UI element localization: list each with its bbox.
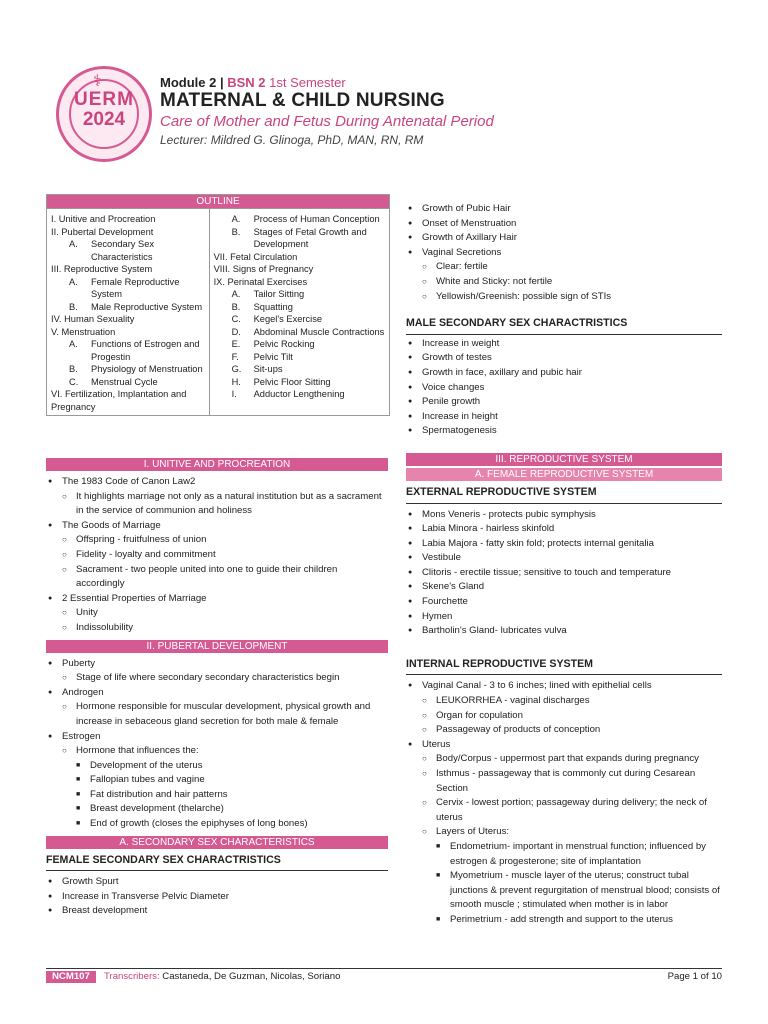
section-bar: I. UNITIVE AND PROCREATION <box>46 458 388 471</box>
left-column <box>46 458 388 919</box>
list-item: ○ Passageway of products of conception <box>406 723 722 738</box>
outline-item: IX. Perinatal Exercises <box>213 276 308 287</box>
outline-key: A. <box>231 214 241 224</box>
outline-title: OUTLINE <box>47 195 389 209</box>
outline-key: B. <box>231 301 241 312</box>
transcribers <box>104 971 340 983</box>
list-item: ■ Fat distribution and hair patterns <box>46 788 388 803</box>
page-title: MATERNAL & CHILD NURSING <box>160 90 445 111</box>
outline-key: A. <box>231 289 241 299</box>
list-item: ■ Breast development (thelarche) <box>46 802 388 817</box>
list-item: ○ Hormone responsible for muscular development, physical growth and increase in sebaceous gland secretion for both male & female <box>46 700 388 729</box>
semester-label: 1st Semester <box>265 75 346 90</box>
outline-item: III. Reproductive System <box>51 264 153 274</box>
list-item: ○ Sacrament - two people united into one to guide their children accordingly <box>46 563 388 592</box>
caduceus-icon: ⚕ <box>93 73 102 90</box>
page-number: Page 1 of 10 <box>667 971 722 982</box>
footer <box>46 968 722 983</box>
list-item: ● Fourchette <box>406 595 722 610</box>
list-item: ● Hymen <box>406 610 722 625</box>
list-item: ● Mons Veneris - protects pubic symphysis <box>406 508 722 523</box>
list-item: ● Growth of Pubic Hair <box>406 202 722 217</box>
outline-subitem: I. Adductor Lengthening <box>231 389 345 399</box>
outline-subitem: F. Pelvic Tilt <box>231 351 293 362</box>
list-item: ● Voice changes <box>406 381 722 396</box>
outline-subitem: A. Functions of Estrogen and Progestin <box>69 339 200 362</box>
list-item: ● Growth of testes <box>406 351 722 366</box>
outline-subitem: B. Stages of Fetal Growth and Development <box>231 226 367 249</box>
section-bar: A. SECONDARY SEX CHARACTERISTICS <box>46 836 388 849</box>
logo-text: UERM <box>74 89 134 110</box>
outline-key: B. <box>231 226 241 237</box>
list-item: ● Growth Spurt <box>46 875 388 890</box>
transcribers-names: Castaneda, De Guzman, Nicolas, Soriano <box>162 971 341 982</box>
list-item: ■ Endometrium- important in menstrual function; influenced by estrogen & progesterone; site of implantation <box>406 840 722 869</box>
transcribers-label: Transcribers: <box>104 971 163 982</box>
list-item: ○ Body/Corpus - uppermost part that expands during pregnancy <box>406 752 722 767</box>
internal-subtitle: INTERNAL REPRODUCTIVE SYSTEM <box>406 657 722 676</box>
outline-key: E. <box>231 339 241 349</box>
outline-key: A. <box>69 239 78 249</box>
list-item: ○ Offspring - fruitfulness of union <box>46 533 388 548</box>
list-item: ■ Perimetrium - add strength and support to the uterus <box>406 913 722 928</box>
list-item: ● Labia Minora - hairless skinfold <box>406 522 722 537</box>
outline-subitem: A. Tailor Sitting <box>231 289 305 299</box>
list-item: ○ Organ for copulation <box>406 709 722 724</box>
outline-subitem: A. Process of Human Conception <box>231 214 380 224</box>
list-item: ○ Unity <box>46 606 388 621</box>
outline-item: V. Menstruation <box>51 326 116 337</box>
lecturer: Lecturer: Mildred G. Glinoga, PhD, MAN, RN, RM <box>160 133 424 147</box>
list-item: ● Breast development <box>46 904 388 919</box>
uerm-logo <box>56 66 152 162</box>
bullet-list <box>406 202 722 304</box>
list-item: ● Growth of Axillary Hair <box>406 231 722 246</box>
list-item: ● Clitoris - erectile tissue; sensitive to touch and temperature <box>406 566 722 581</box>
outline-subitem: A. Secondary Sex Characteristics <box>69 239 155 262</box>
external-subtitle: EXTERNAL REPRODUCTIVE SYSTEM <box>406 485 722 504</box>
list-item: ● Increase in height <box>406 410 722 425</box>
outline-subitem: B. Squatting <box>231 301 293 312</box>
outline-item: II. Pubertal Development <box>51 226 154 237</box>
outline-left-column <box>47 209 210 415</box>
list-item: ○ Isthmus - passageway that is commonly cut during Cesarean Section <box>406 767 722 796</box>
outline-subitem: D. Abdominal Muscle Contractions <box>231 326 385 337</box>
list-item: ○ Stage of life where secondary secondary characteristics begin <box>46 671 388 686</box>
outline-key: B. <box>69 301 78 312</box>
list-item: ● Penile growth <box>406 395 722 410</box>
bullet-list <box>46 657 388 832</box>
bullet-list <box>406 337 722 439</box>
list-item: ● Skene's Gland <box>406 580 722 595</box>
list-item: ● Onset of Menstruation <box>406 217 722 232</box>
outline-item: VIII. Signs of Pregnancy <box>213 264 314 274</box>
outline-key: C. <box>69 376 79 387</box>
outline-item: IV. Human Sexuality <box>51 314 135 324</box>
outline-key: H. <box>231 376 241 387</box>
bullet-list <box>46 475 388 636</box>
module-line <box>160 75 346 90</box>
outline-subitem: E. Pelvic Rocking <box>231 339 315 349</box>
page-subtitle: Care of Mother and Fetus During Antenatal Period <box>160 113 494 130</box>
section-bar: II. PUBERTAL DEVELOPMENT <box>46 640 388 653</box>
logo-year: 2024 <box>82 109 126 130</box>
outline-key: A. <box>69 339 78 349</box>
list-item: ○ Clear: fertile <box>406 260 722 275</box>
outline-right-column <box>210 209 389 415</box>
outline-key: I. <box>231 389 237 399</box>
bsn-label: BSN 2 <box>227 75 266 90</box>
male-subtitle: MALE SECONDARY SEX CHARACTRISTICS <box>406 316 722 335</box>
outline-key: A. <box>69 276 78 287</box>
list-item: ● Puberty <box>46 657 388 672</box>
bullet-list <box>406 679 722 927</box>
list-item: ● Increase in weight <box>406 337 722 352</box>
list-item: ● Uterus <box>406 738 722 753</box>
list-item: ■ Development of the uterus <box>46 759 388 774</box>
list-item: ■ End of growth (closes the epiphyses of long bones) <box>46 817 388 832</box>
list-item: ● The 1983 Code of Canon Law2 <box>46 475 388 490</box>
list-item: ○ It highlights marriage not only as a natural institution but as a sacrament in the service of communion and holiness <box>46 490 388 519</box>
outline-item: VI. Fertilization, Implantation and Pregnancy <box>51 389 187 412</box>
outline-subitem: B. Male Reproductive System <box>69 301 203 312</box>
list-item: ■ Myometrium - muscle layer of the uterus; construct tubal junctions & prevent regurgitation of menstrual blood; consists of smooth muscle ; stimulated when mother is in labor <box>406 869 722 913</box>
header <box>0 0 768 190</box>
list-item: ● 2 Essential Properties of Marriage <box>46 592 388 607</box>
list-item: ● The Goods of Marriage <box>46 519 388 534</box>
outline-key: B. <box>69 364 78 374</box>
list-item: ● Androgen <box>46 686 388 701</box>
outline-box <box>46 194 390 416</box>
list-item: ● Estrogen <box>46 730 388 745</box>
outline-item: VII. Fetal Circulation <box>213 251 298 262</box>
list-item: ○ LEUKORRHEA - vaginal discharges <box>406 694 722 709</box>
list-item: ■ Fallopian tubes and vagine <box>46 773 388 788</box>
outline-subitem: G. Sit-ups <box>231 364 283 374</box>
list-item: ○ Hormone that influences the: <box>46 744 388 759</box>
bullet-list <box>46 875 388 919</box>
outline-subitem: B. Physiology of Menstruation <box>69 364 203 374</box>
list-item: ○ White and Sticky: not fertile <box>406 275 722 290</box>
outline-subitem: A. Female Reproductive System <box>69 276 180 299</box>
list-item: ● Increase in Transverse Pelvic Diameter <box>46 890 388 905</box>
list-item: ○ Fidelity - loyalty and commitment <box>46 548 388 563</box>
outline-subitem: C. Menstrual Cycle <box>69 376 158 387</box>
list-item: ○ Indissolubility <box>46 621 388 636</box>
outline-subitem: C. Kegel's Exercise <box>231 314 323 324</box>
outline-item: I. Unitive and Procreation <box>51 214 156 224</box>
outline-key: G. <box>231 364 242 374</box>
list-item: ● Spermatogenesis <box>406 424 722 439</box>
outline-key: D. <box>231 326 241 337</box>
list-item: ○ Cervix - lowest portion; passageway during delivery; the neck of uterus <box>406 796 722 825</box>
female-repro-bar: A. FEMALE REPRODUCTIVE SYSTEM <box>406 468 722 481</box>
bullet-list <box>406 508 722 639</box>
outline-subitem: H. Pelvic Floor Sitting <box>231 376 331 387</box>
list-item: ● Vaginal Canal - 3 to 6 inches; lined with epithelial cells <box>406 679 722 694</box>
list-item: ● Growth in face, axillary and pubic hair <box>406 366 722 381</box>
outline-key: F. <box>231 351 239 362</box>
outline-key: C. <box>231 314 241 324</box>
right-column <box>406 202 722 928</box>
course-code: NCM107 <box>46 971 96 983</box>
list-item: ● Vaginal Secretions <box>406 246 722 261</box>
list-item: ● Vestibule <box>406 551 722 566</box>
section-subtitle: FEMALE SECONDARY SEX CHARACTRISTICS <box>46 853 388 872</box>
list-item: ○ Yellowish/Greenish: possible sign of STIs <box>406 290 722 305</box>
list-item: ○ Layers of Uterus: <box>406 825 722 840</box>
module-label: Module 2 | <box>160 75 228 90</box>
repro-bar: III. REPRODUCTIVE SYSTEM <box>406 453 722 466</box>
list-item: ● Bartholin's Gland- lubricates vulva <box>406 624 722 639</box>
list-item: ● Labia Majora - fatty skin fold; protects internal genitalia <box>406 537 722 552</box>
